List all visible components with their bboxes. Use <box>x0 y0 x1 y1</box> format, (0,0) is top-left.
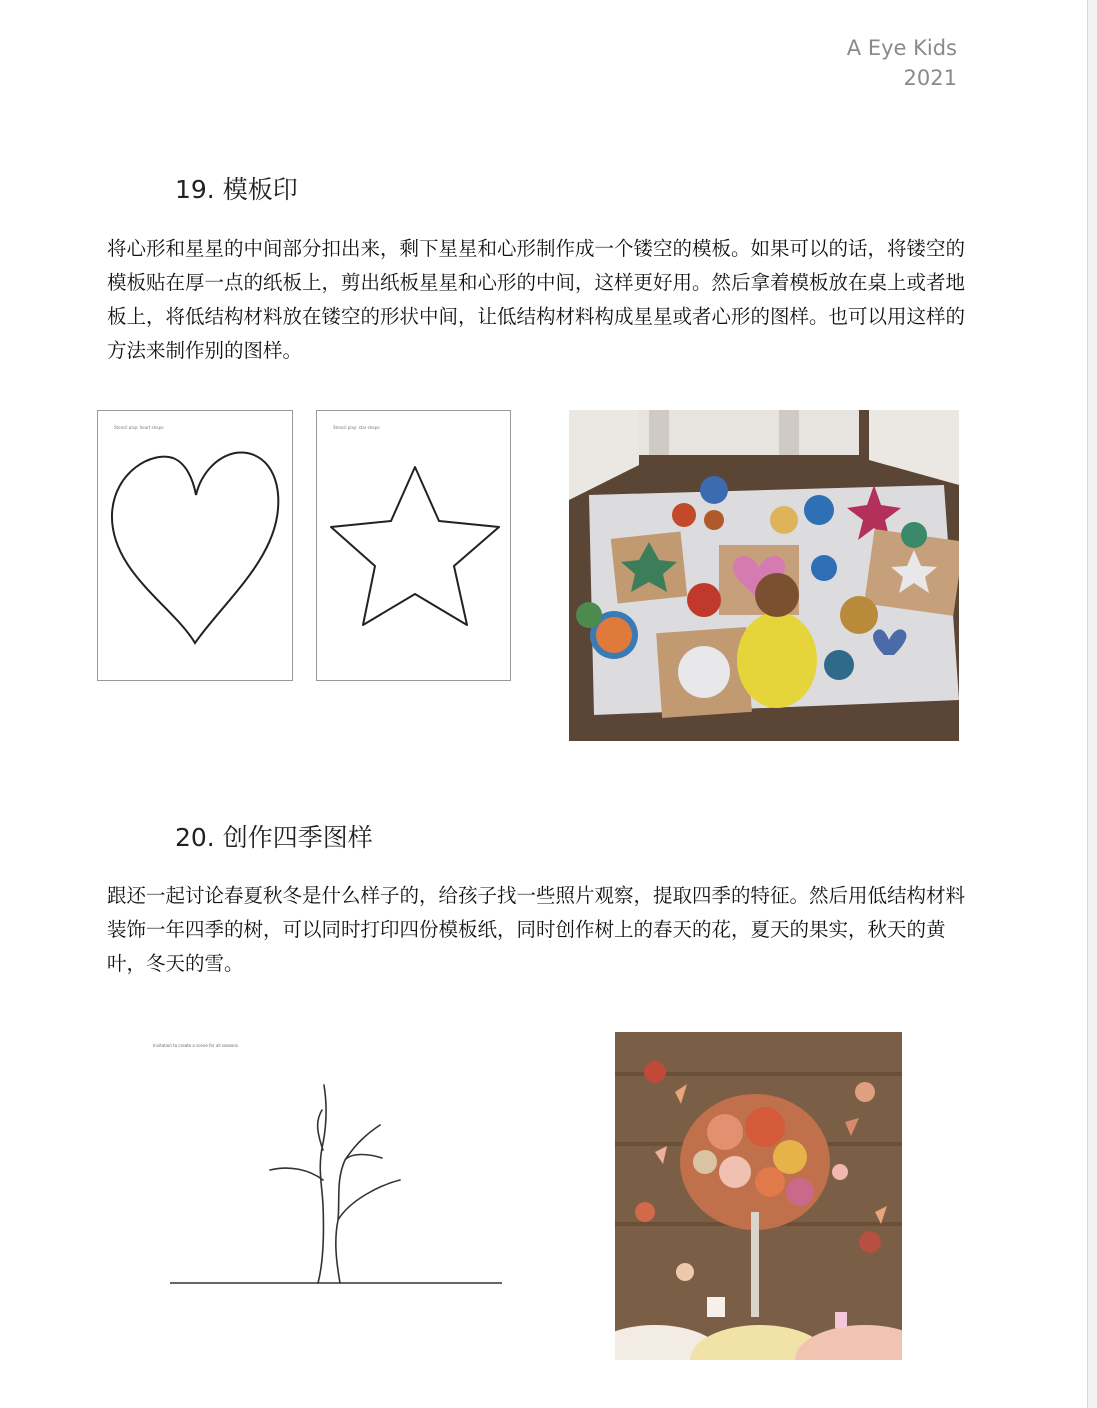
heart-outline-icon <box>98 411 294 682</box>
section-body-19: 将心形和星星的中间部分扣出来，剩下星星和心形制作成一个镂空的模板。如果可以的话，将镂空的模板贴在厚一点的纸板上，剪出纸板星星和心形的中间，这样更好用。然后拿着模板放在桌上或者地板上，将低结构材料放在镂空的形状中间，让低结构材料构成星星或者心形的图样。也可以用这样的方法来制作别的图样。 <box>107 237 966 362</box>
page-edge-strip <box>1088 0 1097 1408</box>
section-body-20: 跟还一起讨论春夏秋冬是什么样子的，给孩子找一些照片观察，提取四季的特征。然后用低结构材料装饰一年四季的树，可以同时打印四份模板纸，同时创作树上的春天的花，夏天的果实，秋天的黄叶，冬天的雪。 <box>107 884 966 975</box>
stencil-play-illustration <box>569 410 959 741</box>
header-year: 2021 <box>903 66 957 90</box>
stencil-play-photo <box>569 410 959 741</box>
tree-template-sheet <box>140 1030 520 1300</box>
template-caption: Invitation to create a scene for all seasons <box>153 1043 238 1048</box>
star-template-sheet <box>316 410 511 681</box>
template-caption: Stencil play: heart shape <box>114 425 164 430</box>
seasons-tree-illustration <box>615 1032 902 1360</box>
page-header <box>847 33 957 93</box>
heart-template-sheet <box>97 410 293 681</box>
seasons-tree-photo <box>615 1032 902 1360</box>
section-title-20: 20. 创作四季图样 <box>175 823 373 852</box>
star-outline-icon <box>317 411 512 682</box>
brand-name: A Eye Kids <box>846 36 957 60</box>
section-title-19: 19. 模板印 <box>175 175 298 204</box>
tree-outline-icon <box>140 1030 520 1300</box>
template-caption: Stencil play: star shape <box>333 425 380 430</box>
